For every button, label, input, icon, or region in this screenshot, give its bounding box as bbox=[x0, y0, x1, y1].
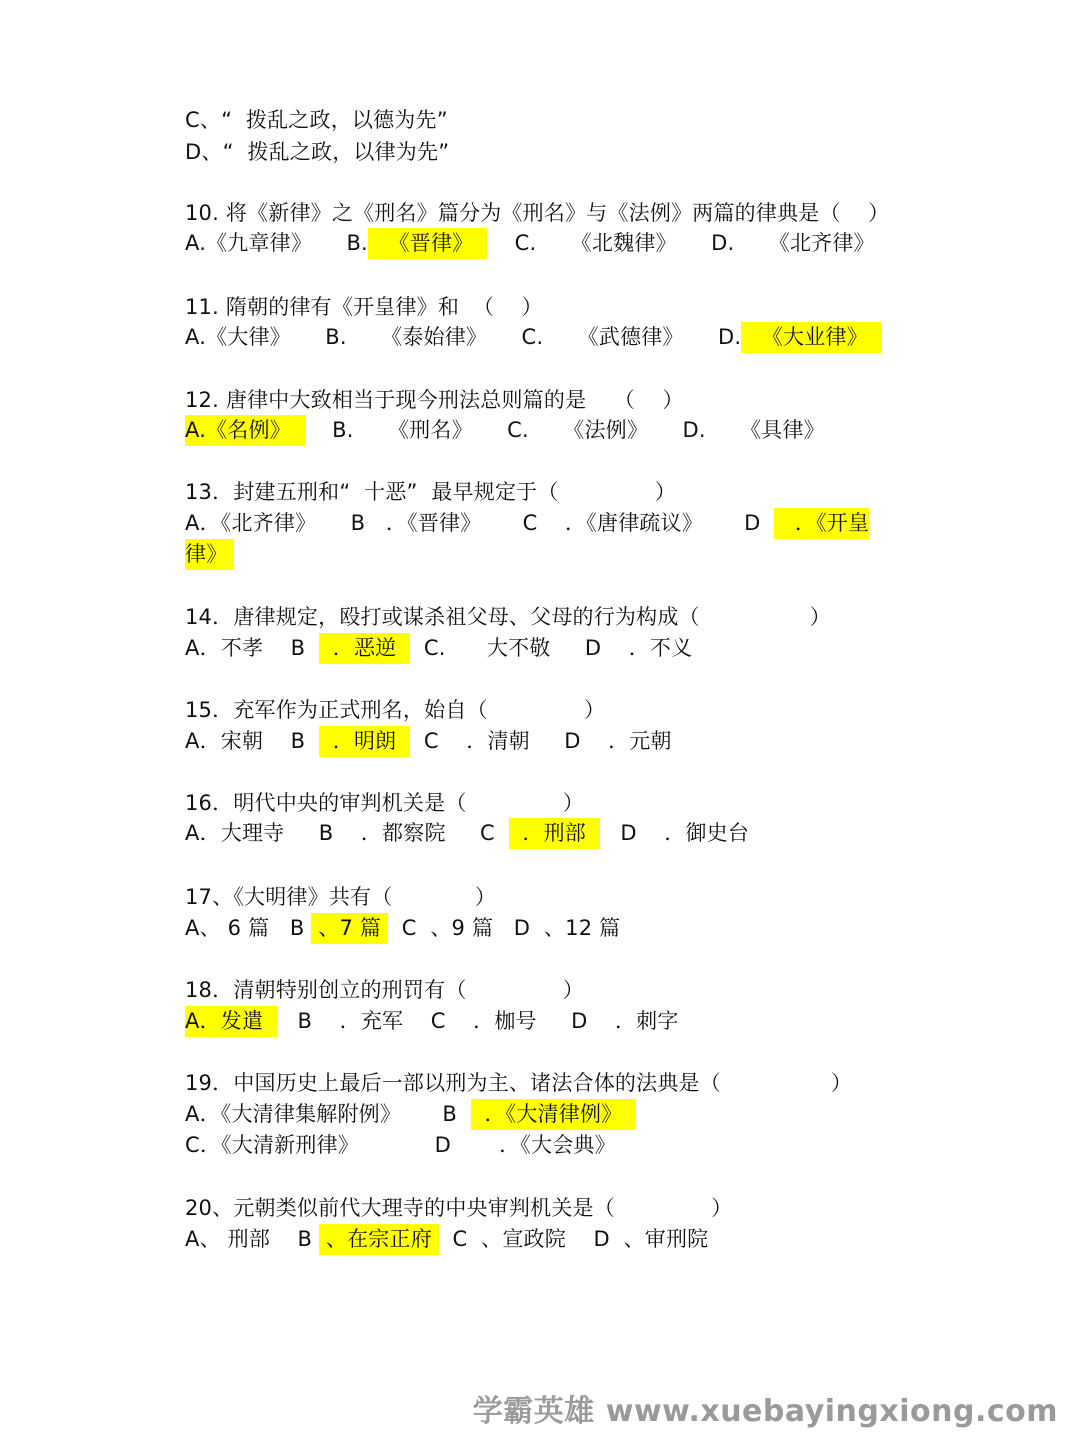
highlighted-answer: ．《大清律例》 bbox=[471, 1099, 636, 1130]
text-line bbox=[185, 105, 448, 136]
text-segment: 18．清朝特别创立的刑罚有（ ） bbox=[185, 978, 584, 1002]
text-segment: A．宋朝 B bbox=[185, 729, 320, 753]
text-segment: A、 刑部 B bbox=[185, 1227, 320, 1251]
highlighted-answer: A．发遣 bbox=[185, 1006, 277, 1037]
highlighted-answer: 、7 篇 bbox=[311, 913, 388, 944]
text-line bbox=[185, 539, 234, 570]
text-line bbox=[185, 975, 584, 1006]
text-line bbox=[185, 477, 676, 508]
highlighted-answer: A.《名例》 bbox=[185, 415, 305, 446]
text-line bbox=[185, 788, 584, 819]
highlighted-answer: 《大业律》 bbox=[741, 322, 881, 353]
text-segment: C．《大清新刑律》 D ．《大会典》 bbox=[185, 1133, 616, 1157]
text-segment: 10. 将《新律》之《刑名》篇分为《刑名》与《法例》两篇的律典是（ ） bbox=[185, 201, 890, 225]
text-line bbox=[185, 198, 889, 229]
text-line bbox=[185, 137, 449, 168]
text-segment: 14．唐律规定，殴打或谋杀祖父母、父母的行为构成（ ） bbox=[185, 605, 831, 629]
highlighted-answer: 律》 bbox=[185, 539, 234, 570]
text-segment: A．《大清律集解附例》 B bbox=[185, 1102, 471, 1126]
text-line bbox=[185, 1099, 636, 1130]
highlighted-answer: ．刑部 bbox=[509, 818, 600, 849]
text-line bbox=[185, 415, 825, 446]
highlighted-answer: ．恶逆 bbox=[319, 633, 410, 664]
text-segment: D ．御史台 bbox=[599, 821, 750, 845]
text-segment: C 、9 篇 D 、12 篇 bbox=[387, 916, 621, 940]
text-line bbox=[185, 633, 692, 664]
text-line bbox=[185, 228, 875, 259]
highlighted-answer: ．《开皇 bbox=[774, 508, 869, 539]
text-line bbox=[185, 882, 496, 913]
text-segment: B. 《刑名》 C. 《法例》 D. 《具律》 bbox=[304, 418, 825, 442]
highlighted-answer: ．明朗 bbox=[319, 726, 410, 757]
text-line bbox=[185, 508, 869, 539]
text-segment: A、 6 篇 B bbox=[185, 916, 312, 940]
text-line bbox=[185, 602, 831, 633]
text-segment: A．《北齐律》 B ．《晋律》 C ．《唐律疏议》 D bbox=[185, 511, 775, 535]
text-line bbox=[185, 913, 620, 944]
text-line bbox=[185, 385, 684, 416]
highlighted-answer: 、在宗正府 bbox=[319, 1224, 439, 1255]
text-segment: C. 《北魏律》 D. 《北齐律》 bbox=[487, 231, 875, 255]
site-watermark: 学霸英雄 www.xuebayingxiong.com bbox=[472, 1394, 1058, 1429]
text-segment: A.《大律》 B. 《泰始律》 C. 《武德律》 D. bbox=[185, 325, 742, 349]
text-line bbox=[185, 1224, 708, 1255]
text-segment: D、“ 拨乱之政，以律为先” bbox=[185, 140, 450, 164]
text-segment: 12. 唐律中大致相当于现今刑法总则篇的是 （ ） bbox=[185, 388, 684, 412]
text-segment: A．不孝 B bbox=[185, 636, 320, 660]
text-segment: 20、元朝类似前代大理寺的中央审判机关是（ ） bbox=[185, 1196, 733, 1220]
text-segment: B ．充军 C ．枷号 D ．刺字 bbox=[276, 1009, 679, 1033]
text-segment: C. 大不敬 D ．不义 bbox=[410, 636, 693, 660]
text-segment: 13．封建五刑和“ 十恶” 最早规定于（ ） bbox=[185, 480, 677, 504]
text-segment: 16．明代中央的审判机关是（ ） bbox=[185, 791, 584, 815]
text-line bbox=[185, 818, 749, 849]
text-segment: A.《九章律》 B. bbox=[185, 231, 368, 255]
text-line bbox=[185, 1193, 732, 1224]
text-line bbox=[185, 1006, 679, 1037]
text-line bbox=[185, 1068, 852, 1099]
text-line bbox=[185, 695, 605, 726]
text-segment: C 、宣政院 D 、审刑院 bbox=[438, 1227, 709, 1251]
text-segment: 19．中国历史上最后一部以刑为主、诸法合体的法典是（ ） bbox=[185, 1071, 853, 1095]
text-segment: C、“ 拨乱之政，以德为先” bbox=[185, 108, 448, 132]
text-segment: 17、《大明律》共有（ ） bbox=[185, 885, 497, 909]
text-line bbox=[185, 1130, 616, 1161]
text-segment: A．大理寺 B ．都察院 C bbox=[185, 821, 509, 845]
text-segment: C ．清朝 D ．元朝 bbox=[410, 729, 672, 753]
highlighted-answer: 《晋律》 bbox=[368, 228, 487, 259]
text-segment: 11. 隋朝的律有《开皇律》和 （ ） bbox=[185, 295, 543, 319]
text-segment: 15．充军作为正式刑名，始自（ ） bbox=[185, 698, 606, 722]
text-line bbox=[185, 322, 882, 353]
text-line bbox=[185, 292, 543, 323]
text-line bbox=[185, 726, 672, 757]
